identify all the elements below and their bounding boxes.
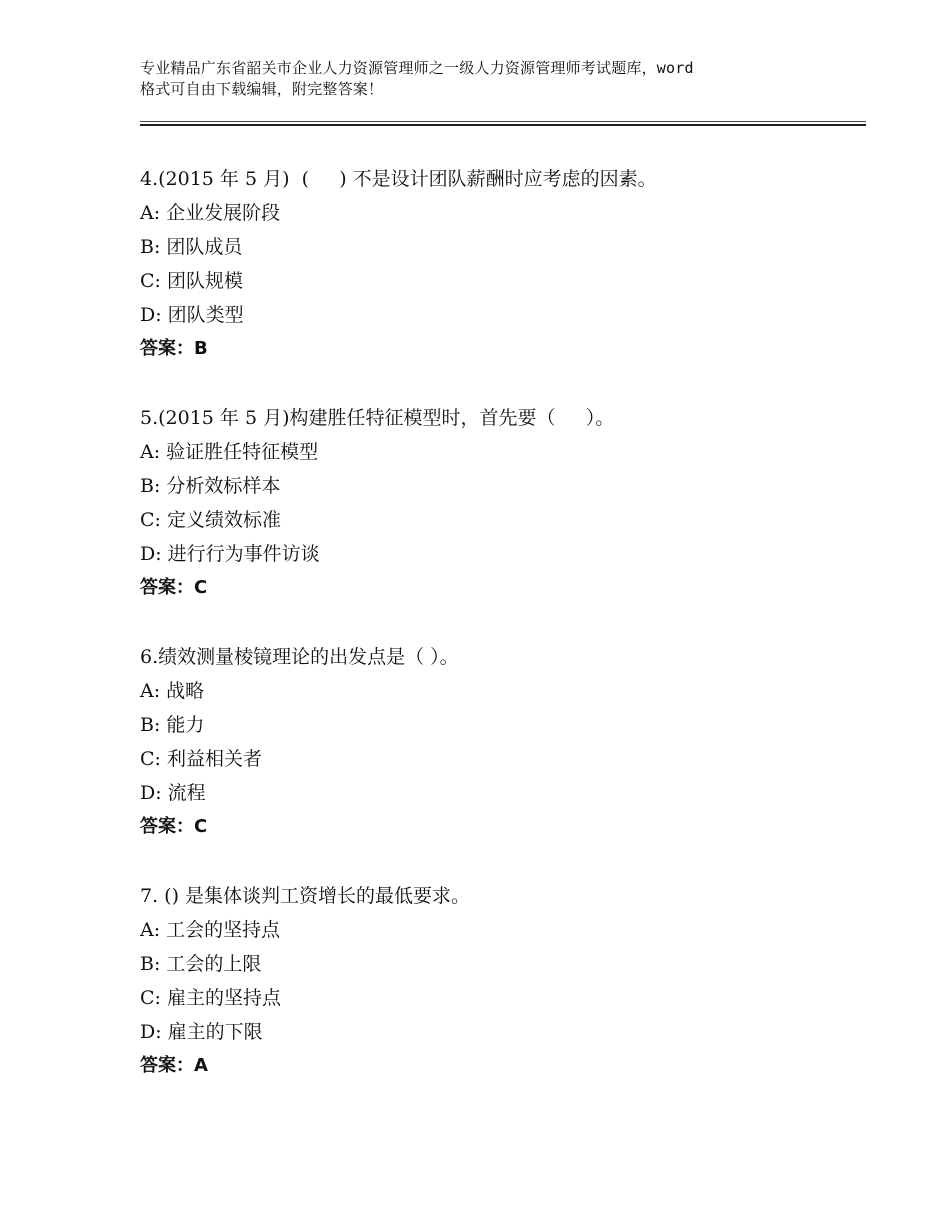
answer: 答案：B	[140, 338, 208, 359]
question-stem: 7. () 是集体谈判工资增长的最低要求。	[140, 885, 471, 907]
option-b: B: 能力	[140, 714, 205, 736]
option-b: B: 团队成员	[140, 236, 243, 258]
question-stem: 4.(2015 年 5 月) ( ) 不是设计团队薪酬时应考虑的因素。	[140, 168, 657, 190]
option-a: A: 战略	[140, 680, 205, 702]
answer: 答案：C	[140, 577, 208, 598]
option-a: A: 验证胜任特征模型	[140, 441, 319, 463]
header-divider-thin	[140, 121, 866, 122]
answer: 答案：A	[140, 1055, 208, 1076]
option-d: D: 流程	[140, 782, 206, 804]
option-c: C: 利益相关者	[140, 748, 262, 770]
document-header	[140, 58, 830, 100]
question-stem: 6.绩效测量棱镜理论的出发点是（ ）。	[140, 646, 459, 668]
option-a: A: 工会的坚持点	[140, 919, 281, 941]
header-line-1: 专业精品广东省韶关市企业人力资源管理师之一级人力资源管理师考试题库，word	[140, 59, 694, 77]
option-b: B: 分析效标样本	[140, 475, 281, 497]
option-c: C: 定义绩效标准	[140, 509, 281, 531]
question-list	[140, 162, 860, 1118]
answer: 答案：C	[140, 816, 208, 837]
question-4	[140, 162, 860, 401]
question-5	[140, 401, 860, 640]
option-d: D: 雇主的下限	[140, 1021, 263, 1043]
question-6	[140, 640, 860, 879]
header-line-2: 格式可自由下载编辑，附完整答案！	[140, 80, 384, 98]
option-b: B: 工会的上限	[140, 953, 262, 975]
option-a: A: 企业发展阶段	[140, 202, 281, 224]
header-divider-thick	[140, 124, 866, 126]
question-7	[140, 879, 860, 1118]
option-d: D: 进行行为事件访谈	[140, 543, 320, 565]
option-c: C: 雇主的坚持点	[140, 987, 281, 1009]
option-d: D: 团队类型	[140, 304, 244, 326]
option-c: C: 团队规模	[140, 270, 243, 292]
question-stem: 5.(2015 年 5 月)构建胜任特征模型时，首先要（ ）。	[140, 407, 615, 429]
